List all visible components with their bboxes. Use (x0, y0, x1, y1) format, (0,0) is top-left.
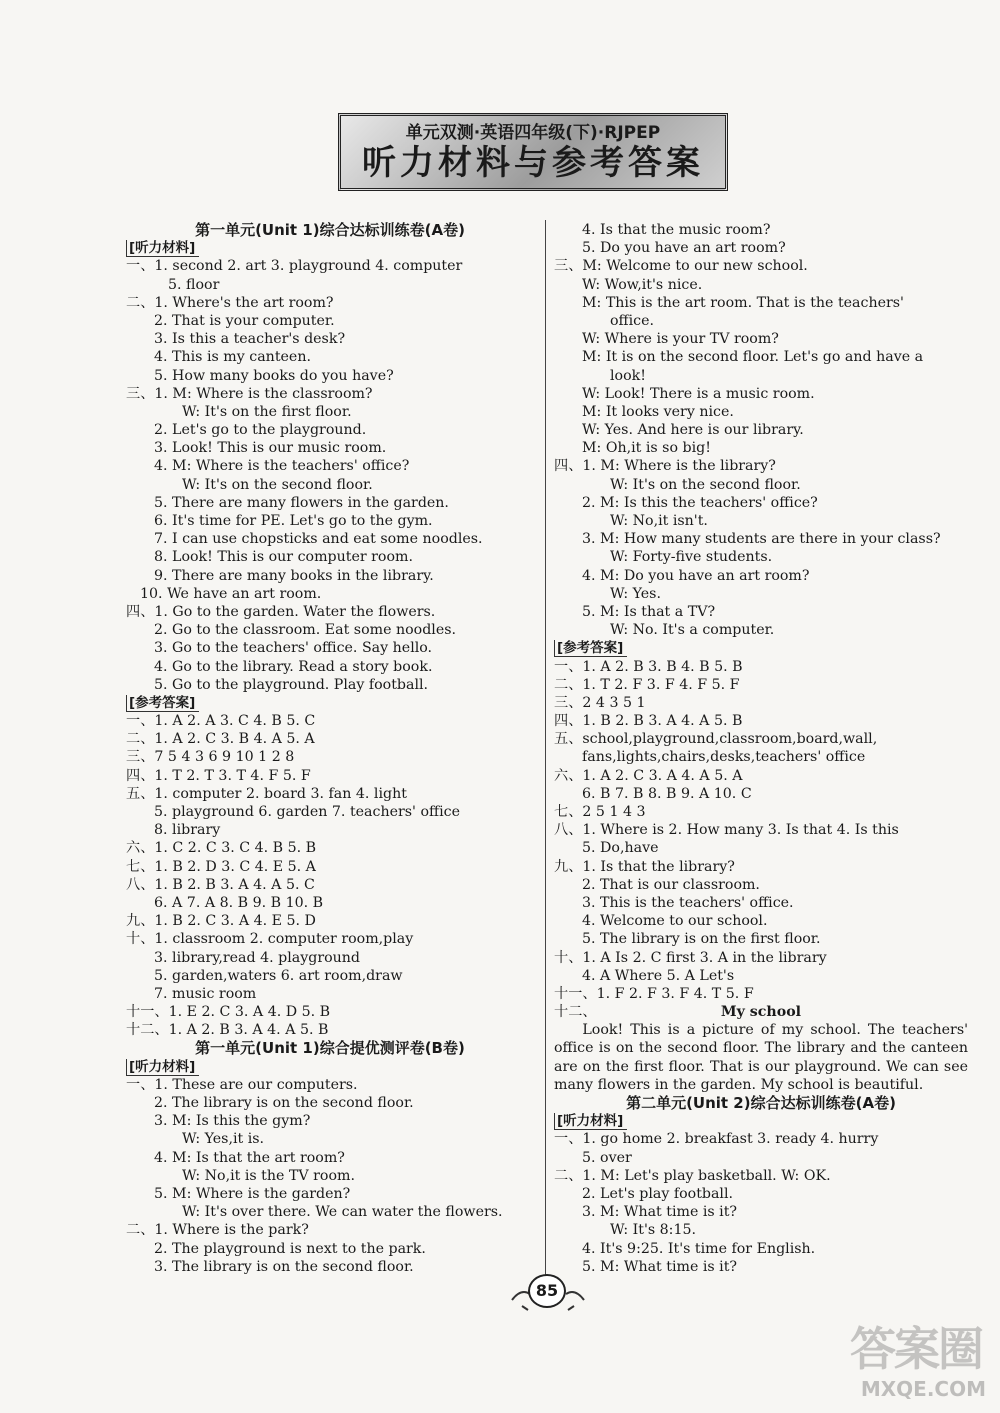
essay-title: My school (720, 1004, 802, 1021)
answer-line: 二、1. A 2. C 3. B 4. A 5. A (126, 731, 315, 748)
answer-line: 二、1. Where's the art room? (126, 294, 334, 311)
answer-line: 2. The library is on the second floor. (154, 1095, 414, 1111)
answer-line: 3. M: Is this the gym? (154, 1113, 311, 1130)
answer-line: 3. Look! This is our music room. (154, 440, 387, 457)
page-footer (508, 1266, 588, 1314)
answer-line: 4. It's 9:25. It's time for English. (582, 1240, 816, 1257)
answer-line: W: Wow,it's nice. (582, 276, 703, 293)
answer-line: W: Forty-five students. (610, 549, 773, 566)
question-number: 十二、 (554, 1004, 597, 1021)
answer-line: 五、school,playground,classroom,board,wall, (554, 731, 878, 748)
answer-line: 5. M: What time is it? (582, 1258, 738, 1275)
answer-line: 一、1. A 2. B 3. B 4. B 5. B (554, 658, 743, 675)
answer-line: 十二、1. A 2. B 3. A 4. A 5. B (126, 1022, 329, 1039)
answer-line: 2. Let's go to the playground. (154, 422, 367, 439)
answer-line: 5. playground 6. garden 7. teachers' office (154, 804, 460, 820)
answer-line: 8. library (154, 822, 221, 839)
watermark-site: MXQE.COM (860, 1377, 986, 1401)
answer-line: 四、1. M: Where is the library? (554, 458, 776, 475)
section-tag: [听力材料] (126, 1059, 199, 1076)
answer-line: 5. floor (168, 276, 220, 293)
answer-line: 3. The library is on the second floor. (154, 1258, 414, 1275)
answer-line: 2. M: Is this the teachers' office? (582, 494, 818, 511)
answer-line: 4. M: Do you have an art room? (582, 567, 810, 584)
answer-line: W: It's over there. We can water the flowers. (182, 1204, 503, 1221)
header-subtitle: 单元双测·英语四年级(下)·RJPEP (405, 123, 661, 143)
section-tag: [听力材料] (126, 240, 199, 257)
answer-line: 四、1. T 2. T 3. T 4. F 5. F (126, 767, 311, 784)
essay-paragraph: Look! This is a picture of my school. The teachers' office is on the second floor. The library and the canteen are on the first floor. That is our playground. We can see many flowers in the garden. My school is beautiful. (554, 1022, 968, 1093)
answer-line: 三、M: Welcome to our new school. (554, 258, 808, 275)
answer-line: 6. A 7. A 8. B 9. B 10. B (154, 894, 324, 911)
answer-line: 2. The playground is next to the park. (154, 1240, 426, 1257)
answer-line: 6. It's time for PE. Let's go to the gym. (154, 513, 433, 529)
answer-line: 2. That is our classroom. (582, 876, 760, 893)
answer-line: W: No,it is the TV room. (182, 1167, 355, 1184)
essay-heading-line (554, 1003, 968, 1021)
answer-line: W: Yes,it is. (182, 1131, 265, 1148)
answer-line: 4. A Where 5. A Let's (582, 967, 735, 984)
answer-line: 七、1. B 2. D 3. C 4. E 5. A (126, 858, 316, 875)
answer-line: 10. We have an art room. (140, 585, 322, 602)
answer-line: 5. The library is on the first floor. (582, 931, 821, 948)
answer-line: W: Where is your TV room? (582, 331, 779, 348)
tag-line (126, 1058, 534, 1076)
answer-line: W: Yes. (610, 585, 661, 602)
answer-line: M: It is on the second floor. Let's go and have a (582, 349, 924, 366)
answer-line: 4. Welcome to our school. (582, 913, 768, 930)
answer-line: look! (610, 367, 646, 384)
answer-line: 4. M: Where is the teachers' office? (154, 458, 410, 475)
answer-line: 二、1. Where is the park? (126, 1222, 309, 1239)
watermark-logo: 答案圈 (850, 1322, 982, 1376)
answer-line: W: It's on the first floor. (182, 403, 352, 420)
tag-line (126, 239, 534, 257)
tag-line (554, 1112, 968, 1130)
answer-line: 3. M: What time is it? (582, 1204, 738, 1221)
header-title: 听力材料与参考答案 (362, 143, 704, 183)
answer-line: 5. Go to the playground. Play football. (154, 676, 429, 693)
answer-line: 8. Look! This is our computer room. (154, 549, 413, 566)
section-title: 第一单元(Unit 1)综合提优测评卷(B卷) (195, 1039, 465, 1058)
tag-line (126, 694, 534, 712)
answer-line: 一、1. These are our computers. (126, 1076, 358, 1093)
answer-line: 2. That is your computer. (154, 312, 335, 329)
answer-line: 五、1. computer 2. board 3. fan 4. light (126, 785, 407, 802)
answer-line: 4. M: Is that the art room? (154, 1149, 345, 1166)
answer-line: 八、1. B 2. B 3. A 4. A 5. C (126, 876, 315, 893)
header-banner (338, 113, 728, 191)
answer-line: 一、1. second 2. art 3. playground 4. computer (126, 258, 463, 275)
answer-line: 4. This is my canteen. (154, 349, 311, 366)
answer-line: 四、1. B 2. B 3. A 4. A 5. B (554, 713, 743, 730)
answer-line: 3. Go to the teachers' office. Say hello. (154, 640, 433, 657)
answer-line: 八、1. Where is 2. How many 3. Is that 4. Is this (554, 822, 899, 839)
answer-line: 4. Go to the library. Read a story book. (154, 658, 433, 675)
answer-line: 十、1. A Is 2. C first 3. A in the library (554, 949, 827, 966)
column-divider (545, 220, 546, 1278)
answer-line: 9. There are many books in the library. (154, 567, 434, 584)
answer-line: M: This is the art room. That is the teachers' (582, 294, 904, 311)
section-tag: [参考答案] (554, 640, 627, 657)
answer-line: 6. B 7. B 8. B 9. A 10. C (582, 785, 752, 802)
page-number: 85 (528, 1274, 566, 1308)
answer-line: 5. Do,have (582, 840, 659, 857)
answer-line: 3. library,read 4. playground (154, 949, 360, 966)
answer-line: W: It's 8:15. (610, 1222, 697, 1239)
answer-line: M: Oh,it is so big! (582, 440, 711, 457)
answer-line: W: No. It's a computer. (610, 622, 775, 639)
answer-line: 7. I can use chopsticks and eat some noodles. (154, 531, 483, 548)
answer-line: 3. Is this a teacher's desk? (154, 331, 346, 348)
answer-line: 十一、1. E 2. C 3. A 4. D 5. B (126, 1004, 331, 1021)
answer-line: 三、2 4 3 5 1 (554, 694, 646, 711)
answer-line: 六、1. C 2. C 3. C 4. B 5. B (126, 840, 317, 857)
answer-line: 九、1. Is that the library? (554, 858, 735, 875)
answer-line: 4. Is that the music room? (582, 222, 771, 238)
answer-line: 十、1. classroom 2. computer room,play (126, 931, 414, 948)
answer-line: 三、1. M: Where is the classroom? (126, 385, 373, 402)
answer-line: 一、1. A 2. A 3. C 4. B 5. C (126, 713, 316, 730)
watermark (836, 1311, 986, 1401)
section-title: 第一单元(Unit 1)综合达标训练卷(A卷) (195, 221, 465, 239)
answer-line: 3. M: How many students are there in your class? (582, 531, 941, 548)
answer-line: 三、7 5 4 3 6 9 10 1 2 8 (126, 749, 295, 766)
answer-line: 二、1. T 2. F 3. F 4. F 5. F (554, 676, 740, 693)
answer-line: 5. There are many flowers in the garden. (154, 494, 449, 511)
answer-line: office. (610, 312, 655, 329)
tag-line (554, 639, 968, 657)
answer-line: 2. Let's play football. (582, 1186, 734, 1202)
answer-line: W: It's on the second floor. (182, 476, 373, 493)
section-tag: [参考答案] (126, 695, 199, 712)
answer-line: 7. music room (154, 985, 257, 1002)
answer-line: 5. M: Where is the garden? (154, 1185, 351, 1202)
left-column (126, 221, 534, 1276)
answer-line: 5. Do you have an art room? (582, 240, 786, 257)
answer-line: 四、1. Go to the garden. Water the flowers. (126, 603, 436, 620)
answer-line: W: No,it isn't. (610, 513, 708, 529)
section-tag: [听力材料] (554, 1113, 627, 1130)
answer-line: 5. How many books do you have? (154, 367, 394, 384)
answer-line: W: Look! There is a music room. (582, 385, 815, 402)
answer-line: W: It's on the second floor. (610, 476, 801, 493)
answer-line: 5. garden,waters 6. art room,draw (154, 967, 403, 984)
answer-line: 3. This is the teachers' office. (582, 894, 794, 911)
answer-line: 5. M: Is that a TV? (582, 603, 716, 620)
answer-line: W: Yes. And here is our library. (582, 422, 804, 439)
answer-line: 九、1. B 2. C 3. A 4. E 5. D (126, 913, 316, 930)
answer-line: 一、1. go home 2. breakfast 3. ready 4. hurry (554, 1131, 879, 1148)
answer-line: fans,lights,chairs,desks,teachers' office (582, 749, 866, 766)
answer-line: 十一、1. F 2. F 3. F 4. T 5. F (554, 985, 754, 1002)
answer-line: 七、2 5 1 4 3 (554, 804, 646, 820)
answer-line: 六、1. A 2. C 3. A 4. A 5. A (554, 767, 743, 784)
answer-line: 5. over (582, 1149, 632, 1166)
section-title: 第二单元(Unit 2)综合达标训练卷(A卷) (626, 1094, 896, 1113)
answer-line: M: It looks very nice. (582, 403, 734, 420)
answer-line: 2. Go to the classroom. Eat some noodles. (154, 622, 457, 639)
right-column (554, 221, 968, 1276)
answer-line: 二、1. M: Let's play basketball. W: OK. (554, 1167, 831, 1184)
